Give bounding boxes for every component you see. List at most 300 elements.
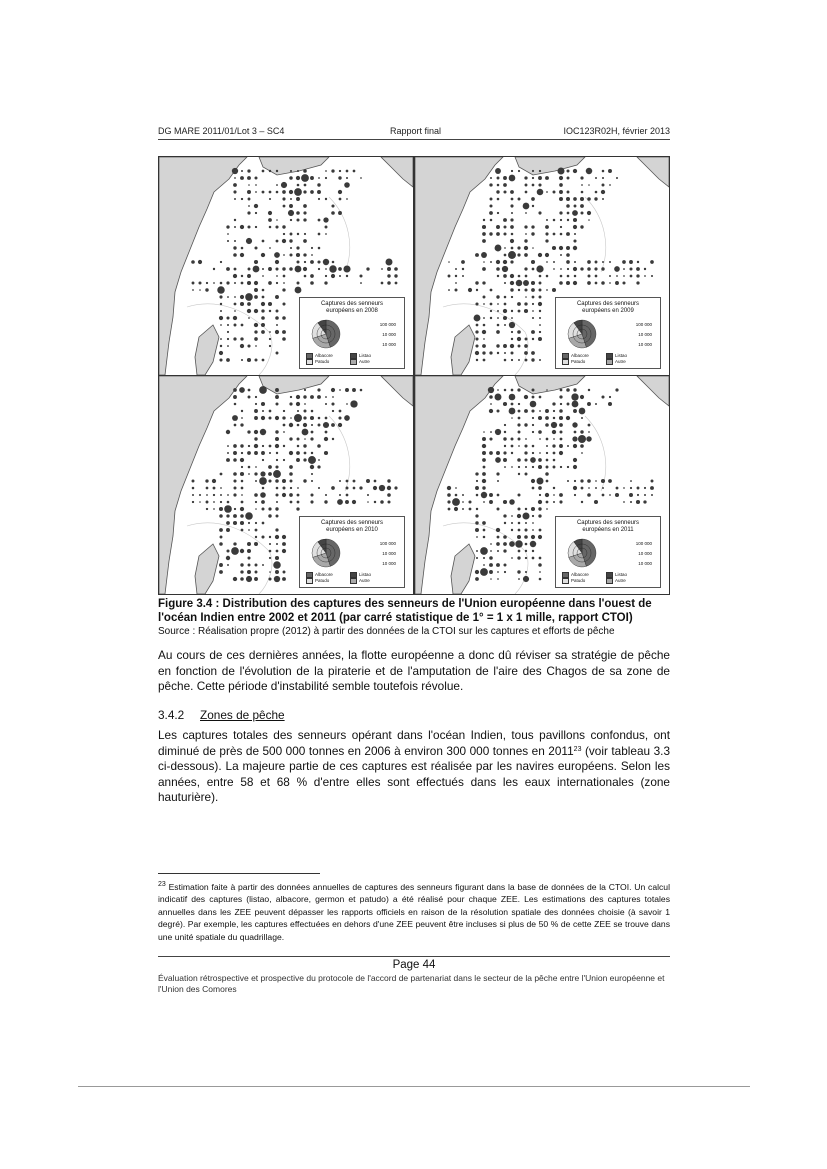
catch-dot [234, 198, 236, 200]
catch-dot [651, 275, 653, 277]
catch-dot [213, 282, 215, 284]
catch-dot [303, 458, 306, 461]
catch-dot [567, 191, 570, 194]
catch-dot [240, 253, 244, 257]
catch-dot [275, 528, 278, 531]
catch-dot [311, 247, 313, 249]
catch-dot [475, 521, 478, 524]
catch-dot [580, 176, 583, 179]
catch-dot [303, 239, 307, 243]
catch-dot [475, 344, 478, 347]
catch-dot [495, 168, 501, 174]
catch-dot [254, 437, 257, 440]
catch-dot [482, 351, 485, 354]
catch-dot [567, 466, 569, 468]
catch-dot [205, 479, 208, 482]
catch-dot [233, 274, 237, 278]
catch-dot [254, 309, 258, 313]
catch-dot [553, 438, 555, 440]
catch-dot [360, 389, 363, 392]
catch-dot [303, 211, 306, 214]
catch-dot [587, 479, 591, 483]
catch-dot [387, 479, 390, 482]
catch-dot [532, 338, 534, 340]
catch-dot [530, 401, 537, 408]
catch-dot [304, 403, 306, 405]
catch-dot [510, 344, 514, 348]
catch-dot [297, 445, 300, 448]
catch-dot [311, 424, 313, 426]
catch-dot [580, 395, 584, 399]
catch-dot [567, 403, 570, 406]
catch-dot [318, 424, 321, 427]
catch-dot [254, 281, 258, 285]
catch-dot [525, 543, 528, 546]
catch-dot [448, 261, 450, 263]
catch-dot [545, 423, 549, 427]
catch-dot [595, 261, 598, 264]
catch-dot [489, 451, 493, 455]
catch-dot [282, 577, 286, 581]
catch-dot [572, 401, 579, 408]
catch-dot [538, 183, 541, 186]
catch-dot [213, 501, 215, 503]
catch-dot [379, 485, 385, 491]
catch-dot [262, 289, 265, 292]
catch-dot [234, 424, 237, 427]
catch-dot [325, 275, 327, 277]
catch-dot [489, 409, 493, 413]
catch-dot [482, 458, 486, 462]
catch-dot [510, 225, 514, 229]
catch-dot [573, 267, 577, 271]
catch-dot [276, 515, 279, 518]
catch-dot [497, 410, 500, 413]
catch-dot [248, 184, 250, 186]
catch-dot [511, 296, 513, 298]
catch-dot [254, 451, 258, 455]
catch-dot [282, 535, 286, 539]
catch-dot [511, 247, 514, 250]
catch-dot [489, 500, 493, 504]
catch-dot [503, 260, 507, 264]
catch-dot [261, 402, 265, 406]
catch-dot [275, 479, 279, 483]
catch-dot [226, 281, 229, 284]
catch-dot [580, 479, 583, 482]
catch-dot [234, 403, 237, 406]
catch-dot [476, 359, 478, 361]
catch-dot [273, 470, 281, 478]
catch-dot [510, 288, 513, 291]
catch-dot [475, 577, 479, 581]
catch-dot [282, 190, 286, 194]
catch-dot [192, 494, 194, 496]
footnote-ref[interactable]: 23 [573, 745, 582, 753]
catch-dot [532, 550, 534, 552]
catch-dot [495, 394, 502, 401]
catch-dot [496, 260, 500, 264]
catch-dot [476, 536, 478, 538]
catch-dot [636, 267, 640, 271]
catch-dot [483, 261, 485, 263]
catch-dot [553, 268, 555, 270]
catch-dot [522, 512, 529, 519]
catch-dot [545, 409, 549, 413]
paragraph: Les captures totales des senneurs opérant dans l'océan Indien, tous pavillons confondus, ont diminué de près de 500 000 tonnes en 2006 à environ 300 000 tonnes en 2011$^{23}$ (voir tableau 3.3 ci-dessous). La majeure partie de ces captures est réalisée par les navires européens. Selon les années, entre 58 et 68 % d'entre elles sont effectués dans les eaux internationales (zone hauturière). [158, 728, 671, 804]
catch-dot [559, 211, 562, 214]
catch-dot [525, 473, 528, 476]
catch-dot [245, 293, 253, 301]
catch-dot [511, 317, 513, 319]
catch-dot [289, 437, 292, 440]
catch-dot [518, 359, 520, 361]
legend-key: Listao [350, 353, 371, 359]
catch-dot [490, 261, 492, 263]
catch-dot [580, 444, 584, 448]
catch-dot [476, 550, 478, 552]
eez-boundary [329, 197, 350, 272]
catch-dot [247, 430, 250, 433]
catch-dot [234, 226, 236, 228]
catch-dot [553, 261, 555, 263]
catch-dot [531, 260, 535, 264]
catch-dot [509, 541, 515, 547]
catch-dot [525, 571, 527, 573]
catch-dot [325, 403, 327, 405]
catch-dot [220, 494, 222, 496]
catch-dot [241, 452, 243, 454]
catch-dot [609, 396, 611, 398]
catch-dot [545, 239, 548, 242]
catch-dot [233, 183, 237, 187]
catch-dot [247, 556, 250, 559]
catch-dot [219, 563, 223, 567]
catch-dot [262, 170, 265, 173]
catch-dot [304, 389, 306, 391]
catch-dot [294, 414, 302, 422]
catch-dot [580, 225, 583, 228]
catch-dot [475, 302, 478, 305]
catch-dot [497, 480, 499, 482]
catch-dot [192, 480, 195, 483]
catch-dot [496, 190, 499, 193]
catch-dot [475, 570, 479, 574]
catch-dot [538, 500, 542, 504]
catch-dot [232, 168, 238, 174]
catch-dot [483, 431, 485, 433]
catch-dot [275, 267, 278, 270]
catch-dot [226, 458, 230, 462]
catch-dot [289, 267, 293, 271]
catch-dot [240, 577, 244, 581]
catch-dot [518, 578, 520, 580]
catch-dot [538, 337, 542, 341]
catch-dot [462, 508, 464, 510]
catch-dot [511, 557, 513, 559]
catch-dot [262, 522, 265, 525]
catch-dot [227, 452, 229, 454]
catch-dot [525, 212, 527, 214]
catch-dot [580, 197, 584, 201]
catch-dot [324, 500, 327, 503]
catch-dot [531, 232, 534, 235]
catch-dot [297, 501, 300, 504]
catch-dot [504, 247, 506, 249]
catch-dot [303, 204, 307, 208]
catch-dot [269, 536, 271, 538]
catch-dot [268, 514, 271, 517]
catch-dot [482, 232, 486, 236]
catch-dot [504, 324, 506, 326]
catch-dot [601, 395, 604, 398]
catch-dot [504, 303, 507, 306]
catch-dot [511, 198, 514, 201]
catch-dot [532, 466, 534, 468]
bottom-divider [78, 1086, 750, 1087]
catch-dot [227, 240, 229, 242]
catch-dot [595, 480, 597, 482]
catch-dot [226, 316, 229, 319]
legend-swatch [306, 359, 313, 365]
catch-dot [310, 493, 313, 496]
catch-dot [325, 417, 328, 420]
catch-dot [247, 274, 251, 278]
catch-dot [483, 501, 485, 503]
catch-dot [609, 494, 611, 496]
catch-dot [254, 260, 258, 264]
catch-dot [573, 197, 577, 201]
catch-dot [248, 268, 251, 271]
catch-dot [275, 556, 279, 560]
catch-dot [233, 316, 237, 320]
catch-dot [269, 247, 271, 249]
catch-dot [545, 232, 548, 235]
catch-dot [559, 444, 563, 448]
catch-dot [490, 543, 492, 545]
catch-dot [539, 452, 541, 454]
legend-key: Patudo [306, 578, 329, 584]
catch-dot [539, 578, 542, 581]
catch-dot [233, 514, 237, 518]
catch-dot [557, 167, 564, 174]
catch-dot [353, 480, 356, 483]
catch-dot [523, 203, 530, 210]
catch-dot [532, 205, 534, 207]
catch-dot [532, 170, 534, 172]
catch-dot [567, 268, 569, 270]
catch-dot [651, 480, 654, 483]
catch-dot [524, 451, 527, 454]
catch-dot [275, 402, 278, 405]
catch-dot [539, 494, 541, 496]
catch-dot [318, 198, 320, 200]
catch-dot [234, 240, 236, 242]
catch-dot [373, 486, 377, 490]
catch-dot [241, 529, 244, 532]
catch-dot [447, 486, 451, 490]
catch-dot [261, 253, 265, 257]
catch-dot [455, 494, 458, 497]
catch-dot [580, 267, 583, 270]
catch-dot [331, 423, 335, 427]
catch-dot [289, 472, 293, 476]
catch-dot [552, 246, 556, 250]
catch-dot [482, 437, 486, 441]
catch-dot [532, 424, 534, 426]
catch-dot [552, 444, 555, 447]
catch-dot [234, 177, 236, 179]
header-center: Rapport final [390, 126, 442, 136]
catch-dot [511, 466, 513, 468]
catch-dot [262, 268, 264, 270]
catch-dot [261, 451, 265, 455]
catch-dot [511, 331, 513, 333]
catch-dot [366, 479, 370, 483]
catch-dot [482, 267, 486, 271]
catch-dot [325, 431, 328, 434]
legend-key: Listao [606, 353, 627, 359]
catch-dot [531, 330, 535, 334]
catch-dot [630, 487, 632, 489]
catch-dot [517, 302, 521, 306]
catch-dot [255, 522, 257, 524]
catch-dot [269, 417, 272, 420]
catch-dot [311, 452, 313, 454]
catch-dot [254, 288, 258, 292]
catch-dot [254, 409, 258, 413]
legend-title: Captures des senneurs européens en 2009 [576, 301, 640, 314]
catch-dot [517, 330, 521, 334]
catch-dot [511, 452, 513, 454]
catch-dot [295, 266, 302, 273]
catch-dot [483, 303, 485, 305]
catch-dot [511, 389, 514, 392]
figure-caption: Figure 3.4 : Distribution des captures des senneurs de l'Union européenne dans l'ouest de l'océan Indien entre 2002 et 2011 (par carré statistique de 1° = 1 x 1 mille, rapport CTOI) [158, 598, 652, 624]
catch-dot [566, 204, 570, 208]
catch-dot [296, 253, 300, 257]
madagascar-landmass [451, 325, 475, 375]
catch-dot [246, 576, 252, 582]
catch-dot [289, 451, 293, 455]
catch-dot [240, 176, 244, 180]
catch-dot [199, 501, 201, 503]
catch-dot [503, 218, 507, 222]
catch-dot [480, 547, 488, 555]
catch-dot [241, 494, 243, 496]
catch-dot [482, 281, 485, 284]
catch-dot [233, 337, 236, 340]
catch-dot [623, 487, 625, 489]
catch-dot [538, 486, 542, 490]
catch-dot [220, 473, 223, 476]
catch-dot [261, 535, 264, 538]
catch-dot [199, 494, 201, 496]
catch-dot [304, 233, 306, 235]
legend-title: Captures des senneurs européens en 2008 [320, 301, 384, 314]
catch-dot [303, 444, 306, 447]
catch-dot [546, 438, 549, 441]
catch-dot [448, 508, 451, 511]
catch-dot [532, 268, 535, 271]
catch-dot [489, 183, 492, 186]
catch-dot [325, 268, 327, 270]
catch-dot [254, 204, 258, 208]
legend-key: Patudo [562, 578, 585, 584]
catch-dot [227, 296, 229, 298]
catch-dot [579, 408, 586, 415]
catch-dot [213, 268, 215, 270]
catch-dot [497, 275, 499, 277]
catch-dot [517, 246, 520, 249]
catch-dot [594, 197, 597, 200]
catch-dot [296, 458, 300, 462]
catch-dot [636, 281, 639, 284]
catch-dot [553, 191, 556, 194]
catch-dot [274, 576, 280, 582]
catch-dot [289, 204, 293, 208]
catch-dot [269, 550, 272, 553]
catch-dot [219, 514, 223, 518]
section-heading [158, 708, 285, 722]
catch-dot [586, 436, 591, 441]
catch-dot [476, 324, 479, 327]
catch-dot [511, 515, 513, 517]
catch-dot [281, 182, 287, 188]
catch-dot [475, 351, 479, 355]
catch-dot [331, 211, 335, 215]
catch-dot [538, 514, 541, 517]
catch-dot [510, 239, 514, 243]
catch-dot [269, 345, 271, 347]
catch-dot [332, 410, 334, 412]
catch-dot [296, 246, 299, 249]
catch-dot [517, 514, 521, 518]
catch-dot [304, 438, 306, 440]
catch-dot [496, 563, 500, 567]
catch-dot [587, 493, 591, 497]
catch-dot [482, 344, 486, 348]
catch-dot [227, 338, 229, 340]
catch-dot [587, 267, 591, 271]
catch-dot [580, 204, 584, 208]
catch-dot [524, 288, 527, 291]
catch-dot [539, 296, 542, 299]
page-footer: Évaluation rétrospective et prospective du protocole de l'accord de partenariat dans le secteur de la pêche entre l'Union européenne et l'Union des Comores [158, 973, 665, 994]
catch-dot [289, 493, 293, 497]
catch-dot [532, 396, 535, 399]
catch-dot [268, 281, 272, 285]
catch-dot [276, 191, 279, 194]
catch-dot [247, 358, 251, 362]
legend-pie [562, 318, 622, 352]
catch-dot [602, 487, 604, 489]
catch-dot [553, 410, 555, 412]
catch-dot [517, 388, 520, 391]
catch-dot [524, 309, 528, 313]
catch-dot [495, 245, 502, 252]
catch-dot [509, 175, 516, 182]
catch-dot [323, 217, 328, 222]
catch-dot [259, 386, 267, 394]
catch-dot [220, 345, 222, 347]
catch-dot [240, 549, 244, 553]
catch-dot [346, 177, 348, 179]
catch-dot [268, 479, 271, 482]
catch-dot [525, 191, 528, 194]
catch-dot [332, 438, 334, 440]
legend-title: Captures des senneurs européens en 2011 [576, 520, 640, 533]
